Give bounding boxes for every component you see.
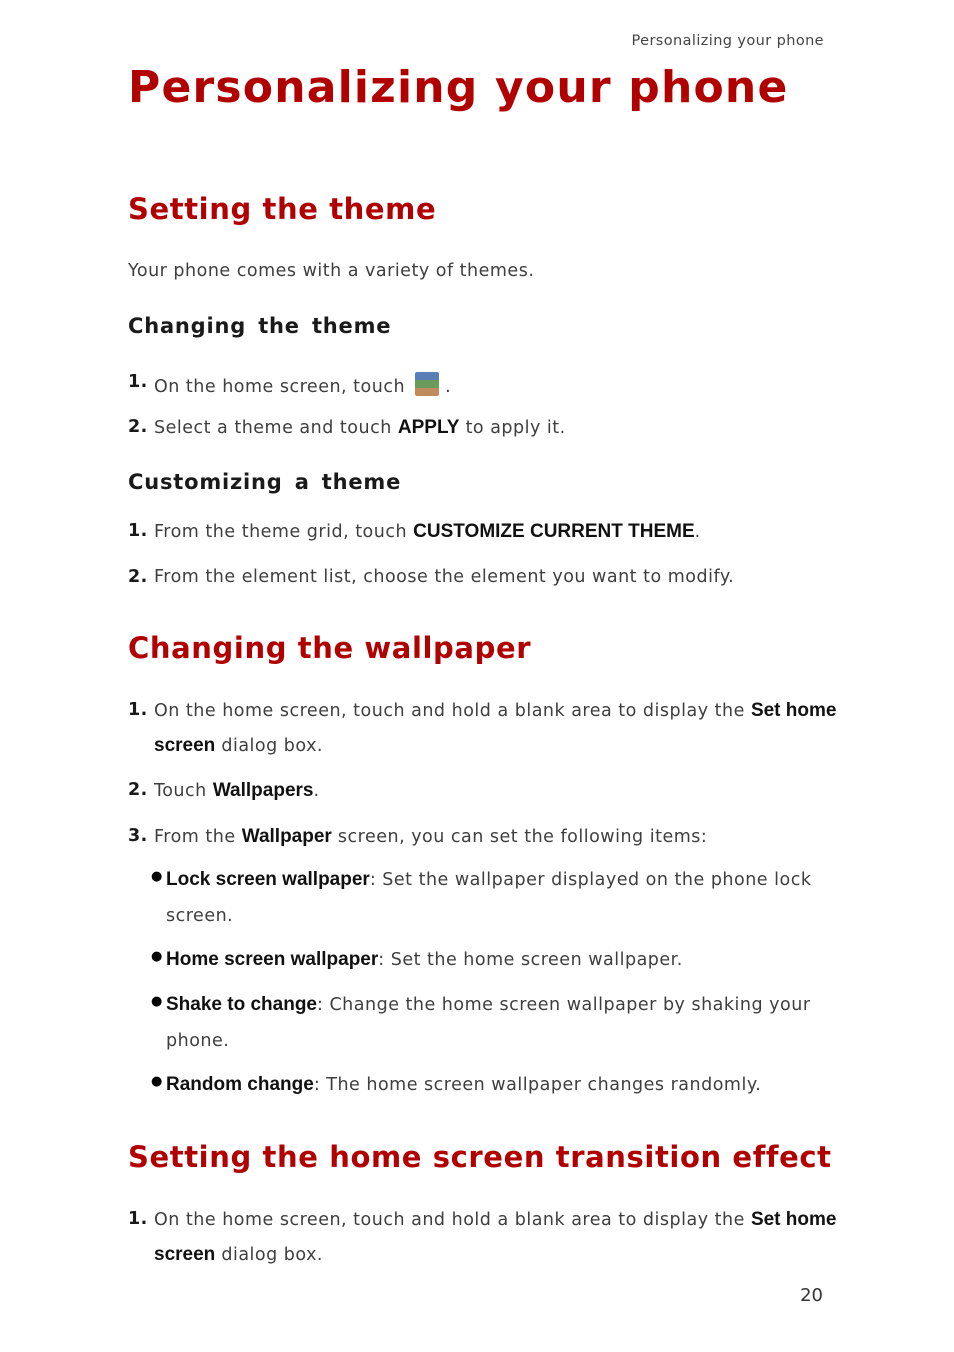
step-text: On the home screen, touch and hold a blank area to display the Set home [154,700,837,721]
bullet-text: Home screen wallpaper: Set the home screen wallpaper. [166,949,683,970]
apply-label: APPLY [397,417,460,438]
step-number: 3. [128,826,148,846]
page-title: Personalizing your phone [128,62,789,113]
step-number: 2. [128,567,148,587]
bullet-icon: ● [151,1074,163,1089]
section-heading-wallpaper: Changing the wallpaper [128,631,532,665]
transition-step-1 [0,1209,954,1269]
bullet-icon: ● [151,949,163,964]
bullet-home-screen [0,949,954,975]
step-number: 1. [128,372,148,392]
step-text: On the home screen, touch . [154,372,451,397]
customizing-step-1 [0,521,954,547]
wallpaper-step-2 [0,780,954,806]
page-number: 20 [800,1285,823,1306]
step-number: 1. [128,521,148,541]
step-text: Touch Wallpapers. [154,780,320,801]
customizing-step-2 [0,567,954,593]
bullet-text: Shake to change: Change the home screen wallpaper by shaking your [166,994,811,1015]
subheading-customizing-theme: Customizing a theme [128,470,402,494]
changing-theme-step-1 [0,372,954,398]
bullet-text: Lock screen wallpaper: Set the wallpaper displayed on the phone lock [166,869,812,890]
step-number: 2. [128,417,148,437]
customize-label: CUSTOMIZE CURRENT THEME [413,521,695,542]
step-text: From the element list, choose the element you want to modify. [154,567,735,587]
theme-intro: Your phone comes with a variety of themes. [128,261,535,281]
step-text: From the Wallpaper screen, you can set the following items: [154,826,708,847]
step-text-cont: screen dialog box. [154,735,323,756]
step-number: 1. [128,1209,148,1229]
bullet-icon: ● [151,994,163,1009]
running-header: Personalizing your phone [631,33,824,49]
step-text: From the theme grid, touch CUSTOMIZE CURRENT THEME. [154,521,701,542]
step-text: On the home screen, touch and hold a blank area to display the Set home [154,1209,837,1230]
bullet-icon: ● [151,869,163,884]
step-text-cont: screen dialog box. [154,1244,323,1265]
step-number: 1. [128,700,148,720]
step-number: 2. [128,780,148,800]
step-text: Select a theme and touch APPLY to apply it. [154,417,566,438]
wallpaper-step-1 [0,700,954,760]
themes-app-icon [415,372,439,396]
section-heading-transition: Setting the home screen transition effect [128,1140,832,1174]
bullet-lock-screen [0,869,954,933]
changing-theme-step-2 [0,417,954,443]
section-heading-theme: Setting the theme [128,192,437,226]
bullet-text-cont: screen. [166,906,234,926]
bullet-text: Random change: The home screen wallpaper changes randomly. [166,1074,762,1095]
wallpaper-step-3 [0,826,954,852]
bullet-text-cont: phone. [166,1031,230,1051]
bullet-shake [0,994,954,1058]
subheading-changing-theme: Changing the theme [128,314,392,338]
bullet-random [0,1074,954,1100]
